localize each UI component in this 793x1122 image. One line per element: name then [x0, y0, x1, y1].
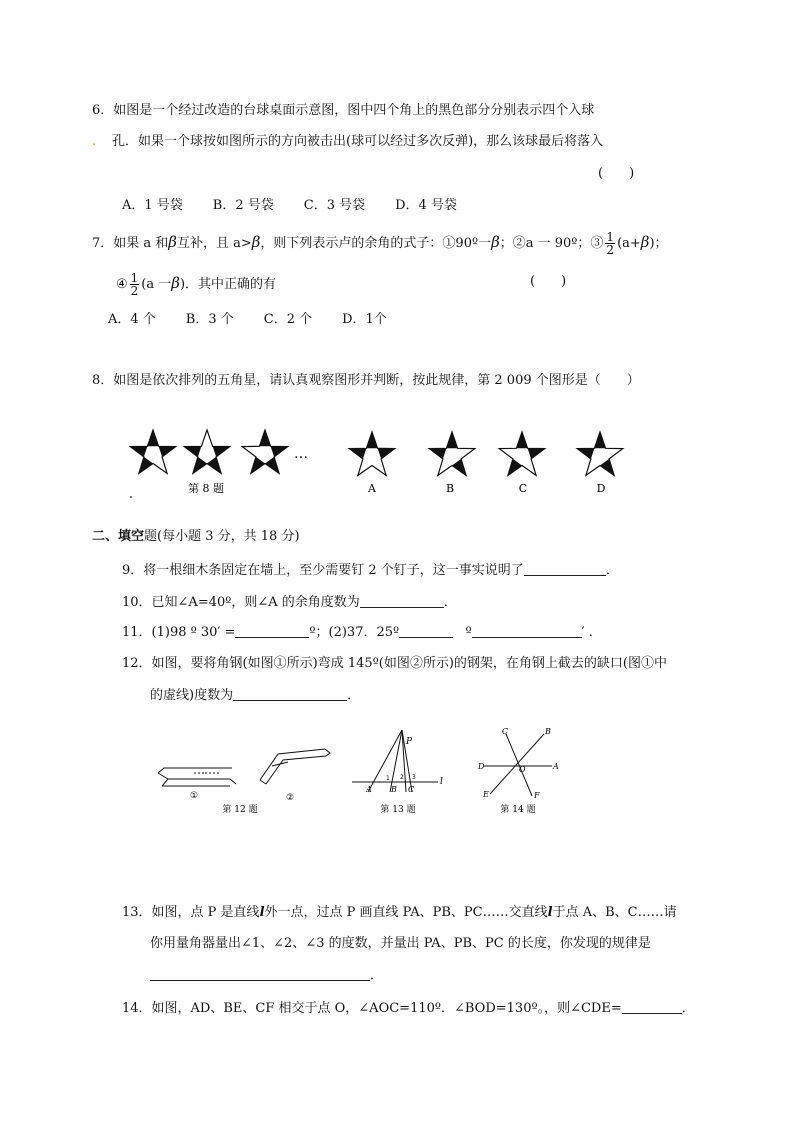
q13-text-b: 外一点，过点 P 画直线 PA、PB、PC……交直线 — [264, 905, 548, 920]
q11 — [122, 623, 602, 642]
q10 — [122, 593, 457, 612]
q12-line1: 12．如图，要将角钢(如图①所示)弯成 145º(如图②所示)的钢架，在角钢上截去的缺口(图①中 — [122, 656, 667, 671]
q7-text-b: 互补，且 a> — [176, 236, 252, 251]
star-option-d — [577, 432, 623, 475]
fig14-point-a: A — [553, 762, 559, 771]
fig13-point-b: B — [391, 785, 397, 794]
stray-dot: . — [92, 134, 97, 149]
angle-steel-figure-2 — [260, 749, 330, 784]
option-label-d: D — [596, 482, 606, 495]
q8-caption: 第 8 题 — [188, 482, 224, 495]
star-3 — [242, 430, 288, 473]
figure-14-lines — [484, 734, 552, 796]
q7-options — [108, 311, 417, 329]
q14-text: 14．如图，AD、BE、CF 相交于点 O，∠AOC=110º．∠BOD=130º。，则∠CDE= — [122, 1001, 622, 1016]
q6-answer-paren: ( ) — [598, 166, 635, 181]
answer-blank — [399, 623, 453, 638]
q13-end: ． — [370, 968, 384, 983]
q9-text: 9．将一根细木条固定在墙上，至少需要钉 2 个钉子，这一事实说明了 — [122, 563, 524, 578]
fraction-half — [130, 272, 140, 297]
star-option-c — [499, 432, 545, 475]
q11-minute: ′ — [581, 625, 585, 640]
q10-end: ． — [443, 595, 457, 610]
answer-blank — [235, 623, 309, 638]
fig13-caption: 第 13 题 — [380, 805, 416, 815]
star-1 — [130, 430, 176, 473]
section-2-heading — [92, 528, 300, 546]
fig13-point-p: P — [406, 737, 413, 747]
q9 — [122, 561, 619, 580]
q7-option-d: D．1个 — [342, 312, 387, 327]
answer-blank — [360, 593, 444, 608]
beta-symbol: β — [640, 233, 650, 251]
section-title-bold: 二、填空 — [92, 529, 145, 544]
q7-option-a: A．4 个 — [108, 312, 156, 327]
fig14-point-b: B — [545, 727, 551, 736]
section-title-rest: 题 — [144, 529, 158, 544]
fig14-caption: 第 14 题 — [500, 805, 536, 815]
q6-option-b: B．2 号袋 — [212, 198, 274, 213]
fig12-label-1: ① — [189, 791, 199, 801]
star-sequence-figure — [120, 420, 640, 502]
q7-option-b: B．3 个 — [185, 312, 234, 327]
fraction-denominator: 2 — [130, 284, 139, 298]
q6-options — [122, 197, 487, 215]
q10-text: 10．已知∠A=40º，则∠A 的余角度数为 — [122, 595, 360, 610]
fig14-point-e: E — [483, 790, 489, 799]
fig12-label-2: ② — [285, 793, 295, 803]
line-l-symbol: l — [547, 905, 553, 920]
figures-12-13-14 — [150, 722, 610, 822]
fig14-point-c: C — [502, 727, 509, 736]
q6-line2: 孔．如果一个球按如图所示的方向被击出(球可以经过多次反弹)，那么该球最后将落入 — [112, 134, 604, 149]
q9-end: ． — [605, 563, 619, 578]
q7-text-e: (a+ — [617, 236, 641, 251]
fig12-caption: 第 12 题 — [222, 805, 258, 815]
q6-option-c: C．3 号袋 — [303, 198, 366, 213]
fig13-point-c: C — [408, 785, 415, 794]
fig14-point-f: F — [534, 791, 540, 800]
answer-blank — [150, 966, 370, 981]
angle-steel-figure-1 — [158, 768, 236, 786]
sequence-ellipsis: … — [294, 446, 308, 462]
beta-symbol: β — [251, 233, 261, 251]
star-option-a — [349, 432, 395, 475]
answer-blank — [472, 623, 524, 638]
option-label-a: A — [368, 482, 376, 495]
line-l-symbol: l — [259, 905, 265, 920]
q7-option-c: C．2 个 — [263, 312, 313, 327]
fig13-angle-1: 1 — [386, 775, 390, 782]
q6-line1: 6．如图是一个经过改造的台球桌面示意图，图中四个角上的黑色部分分别表示四个入球 — [92, 103, 595, 118]
beta-symbol: β — [171, 274, 180, 292]
answer-blank — [233, 686, 347, 701]
beta-symbol: β — [491, 233, 500, 251]
fig13-angle-3: 3 — [412, 774, 416, 781]
q13-line1 — [122, 904, 677, 922]
q11-end: ． — [588, 625, 602, 640]
fig13-point-a: A — [366, 785, 372, 794]
q6-option-a: A．1 号袋 — [122, 198, 183, 213]
q7-text-a: 7．如果 a 和 — [92, 236, 169, 251]
q12-line2 — [150, 686, 360, 705]
q12-text: 的虚线)度数为 — [150, 688, 234, 703]
q11-degree: º — [465, 625, 472, 640]
fraction-denominator: 2 — [606, 243, 615, 257]
section-title-scoring: (每小题 3 分，共 18 分) — [157, 529, 300, 544]
q14 — [122, 999, 695, 1018]
fig14-point-o: O — [519, 765, 526, 774]
q8-text: 8．如图是依次排列的五角星，请认真观察图形并判断，按此规律，第 2 009 个图形是（ ） — [92, 373, 640, 388]
fraction-numerator: 1 — [130, 271, 139, 285]
q13-text-a: 13．如图，点 P 是直线 — [122, 905, 260, 920]
option-label-b: B — [445, 482, 455, 495]
q14-end: ． — [681, 1001, 695, 1016]
q7-text-h: (a 一 — [141, 277, 172, 292]
q13-line3 — [150, 966, 383, 985]
q11-part2: º；(2)37．25º — [309, 625, 400, 640]
q12-end: ． — [347, 688, 361, 703]
q7-line1 — [92, 231, 668, 256]
q7-text-c: ，则下列表示卢的余角的式子：①90º一 — [260, 236, 492, 251]
answer-blank — [622, 999, 682, 1014]
fig14-point-d: D — [478, 762, 485, 771]
fig13-line-l: l — [440, 777, 443, 787]
q7-text-d: ；②a 一 90º；③ — [499, 236, 604, 251]
fraction-half — [605, 231, 615, 256]
q7-text-i: )．其中正确的有 — [179, 277, 277, 292]
q7-answer-paren: ( ) — [530, 274, 567, 289]
answer-blank — [524, 623, 582, 638]
answer-blank — [524, 561, 606, 576]
figure-13-lines — [352, 730, 438, 792]
fig13-angle-2: 2 — [400, 774, 404, 781]
q11-part1: 11．(1)98 º 30′ = — [122, 625, 236, 640]
q13-line2: 你用量角器量出∠1、∠2、∠3 的度数，并量出 PA、PB、PC 的长度，你发现的规律是 — [150, 936, 651, 951]
q13-text-c: 于点 A、B、C……请 — [552, 905, 677, 920]
star-option-b — [429, 432, 475, 475]
star-2 — [184, 430, 230, 473]
q7-text-g: ④ — [116, 277, 128, 292]
q7-text-f: )； — [649, 236, 668, 251]
q7-line2 — [116, 272, 276, 297]
fraction-numerator: 1 — [606, 230, 615, 244]
option-label-c: C — [518, 482, 528, 495]
beta-symbol: β — [168, 233, 177, 251]
q6-option-d: D．4 号袋 — [395, 198, 457, 213]
